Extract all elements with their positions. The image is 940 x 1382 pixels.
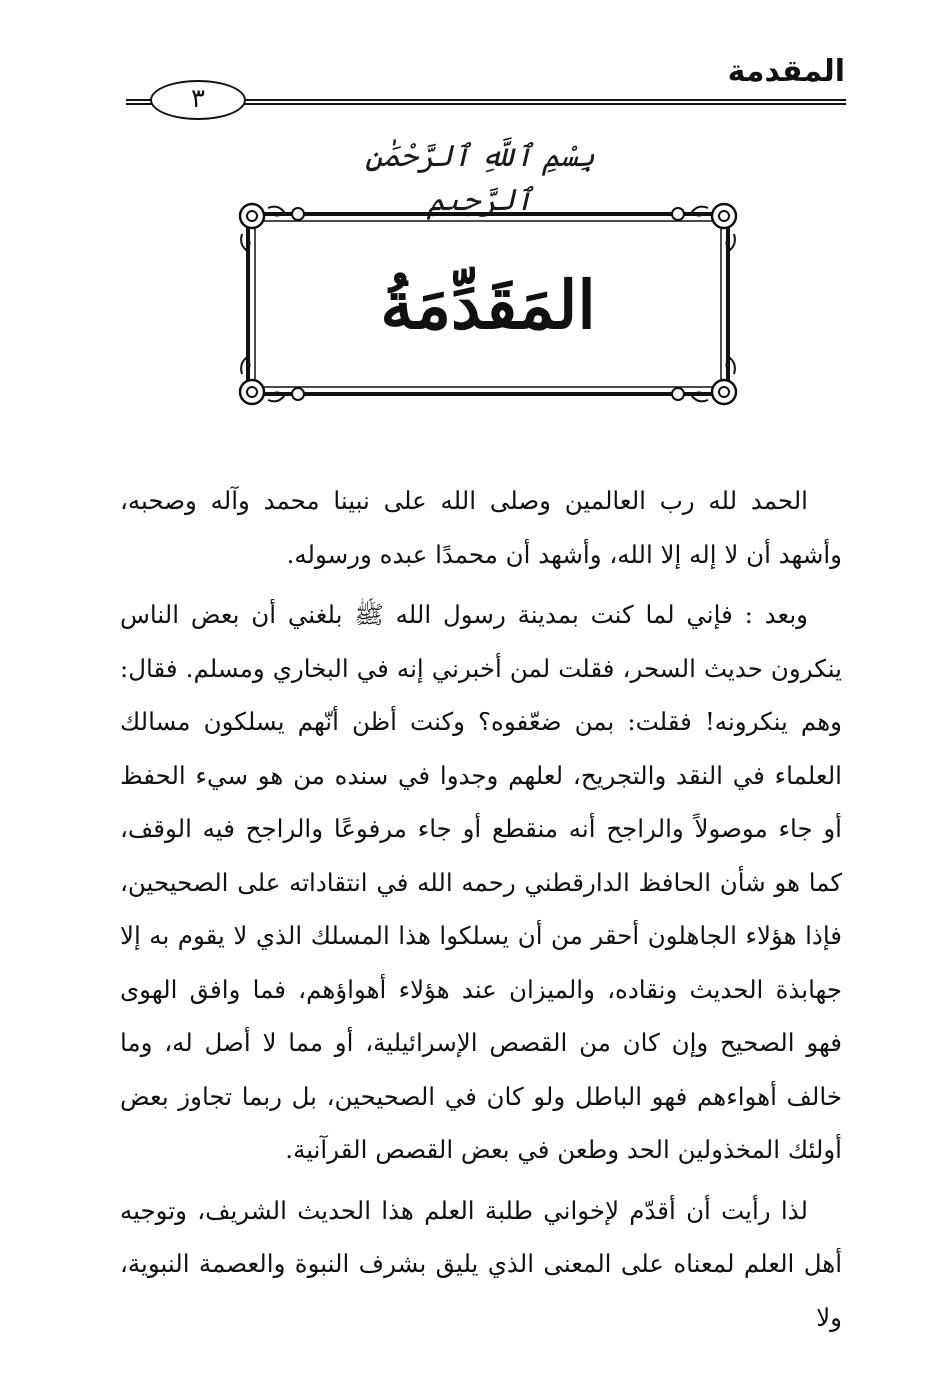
paragraph: وبعد : فإني لما كنت بمدينة رسول الله ﷺ بلغني أن بعض الناس ينكرون حديث السحر، فقلت لمن أخبرني إنه في البخاري ومسلم. فقال: وهم ينكرونه! فقلت: بمن ضعّفوه؟ وكنت أظن أنّهم يسلكون مسالك العلماء في النقد والتجريح، لعلهم وجدوا في سنده من هو سيء الحفظ أو جاء موصولاً والراجح أنه منقطع أو جاء مرفوعًا والراجح فيه الوقف، كما هو شأن الحافظ الدارقطني رحمه الله في انتقاداته على الصحيحين، فإذا هؤلاء الجاهلون أحقر من أن يسلكوا هذا المسلك الذي لا يقوم به إلا جهابذة الحديث ونقاده، والميزان عند هؤلاء أهواؤهم، فما وافق الهوى فهو الصحيح وإن كان من القصص الإسرائيلية، أو مما لا أصل له، وما خالف أهواءهم فهو الباطل ولو كان في الصحيحين، بل ربما تجاوز بعض أولئك المخذولين الحد وطعن في بعض القصص القرآنية. [120, 600, 842, 1164]
ornamental-title-frame [238, 202, 738, 406]
page-number: ٣ [150, 80, 246, 120]
body-text [120, 474, 842, 1344]
basmala-calligraphy: بِسْمِ ٱللَّهِ ٱلرَّحْمَٰنِ ٱلرَّحِيمِ [364, 139, 595, 218]
paragraph: الحمد لله رب العالمين وصلى الله على نبينا محمد وآله وصحبه، وأشهد أن لا إله إلا الله، وأشهد أن محمدًا عبده ورسوله. [120, 486, 842, 569]
running-header-title: المقدمة [727, 54, 845, 89]
paragraph: لذا رأيت أن أقدّم لإخواني طلبة العلم هذا الحديث الشريف، وتوجيه أهل العلم لمعناه على المعنى الذي يليق بشرف النبوة والعصمة النبوية، ولا [120, 1195, 842, 1332]
section-title: المَقَدِّمَةُ [380, 266, 596, 344]
